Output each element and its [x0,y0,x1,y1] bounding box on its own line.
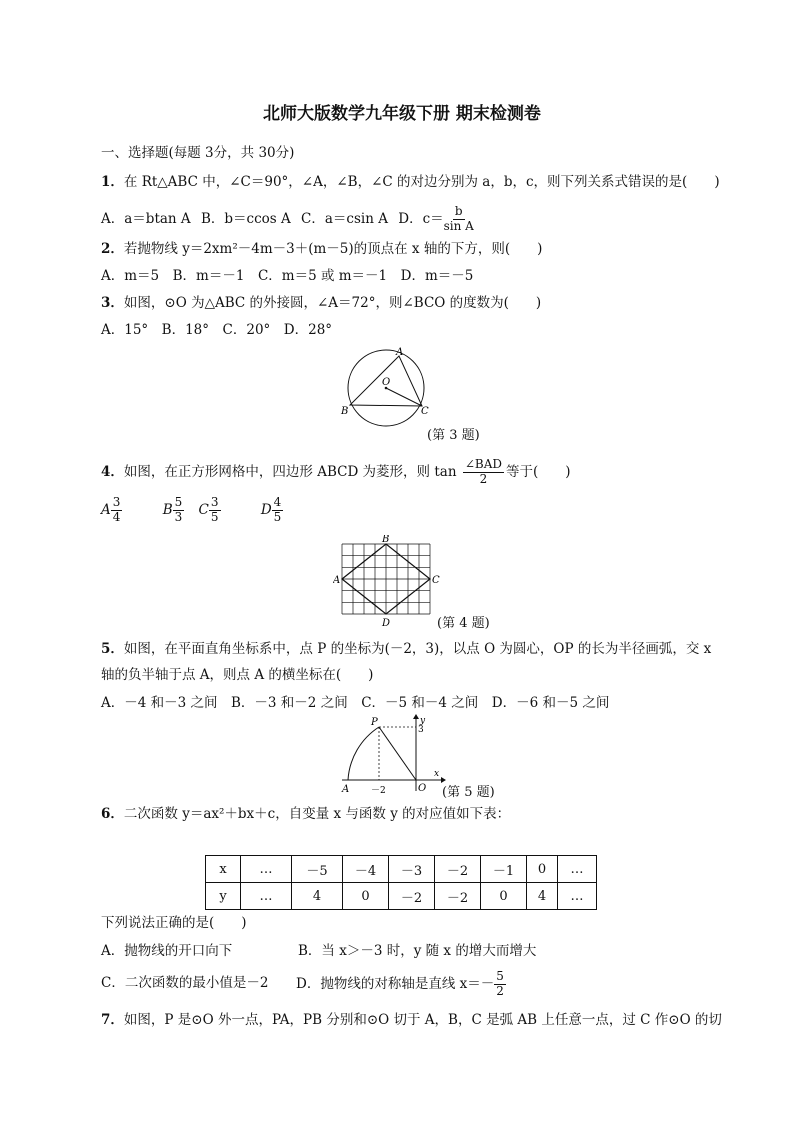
fraction [173,496,185,525]
label-c: C [432,575,440,586]
option-letter: A [101,501,111,518]
table-cell: －5 [292,856,343,883]
option-b: B．b＝ccos A [200,210,291,227]
fraction-denominator: 2 [496,983,504,998]
label-x: x [434,769,440,779]
question-6 [101,808,510,822]
question-2 [101,243,542,257]
label-a: A [333,575,341,586]
label-o: O [418,783,427,794]
label-minus-two: －2 [371,786,386,796]
page-title: 北师大版数学九年级下册 期末检测卷 [263,104,541,124]
option-d [260,495,283,524]
table-row-y [206,883,597,910]
table-cell: … [558,883,597,910]
fraction-denominator: 5 [273,509,282,524]
option-a: A．抛物线的开口向下 [101,943,233,959]
label-o: O [382,377,391,388]
table-cell: x [206,856,241,883]
table-cell: … [241,856,292,883]
option-b [162,495,185,524]
question-5 [101,643,711,657]
fraction [463,458,504,487]
option-c: C．二次函数的最小值是－2 [101,975,269,991]
option-letter: C [198,501,209,518]
fraction-denominator: sin A [443,218,474,233]
label-c: C [421,406,429,417]
table-row-x [206,856,597,883]
question-text: 二次函数 y＝ax²＋bx＋c，自变量 x 与函数 y 的对应值如下表： [123,806,511,822]
question-number: 4． [101,463,124,480]
fraction-denominator: 4 [112,509,121,524]
option-c: C．a＝csin A [301,210,388,227]
question-number: 3． [101,295,124,311]
question-text: 在 Rt△ABC 中，∠C＝90°，∠A，∠B，∠C 的对边分别为 a，b，c，则下列关系式错误的是( ) [123,174,720,190]
fraction [444,205,474,234]
option-a: A．a＝btan A [101,210,191,227]
question-1 [101,176,720,190]
question-number: 7． [101,1012,124,1028]
table-cell: 0 [481,883,527,910]
question-number: 6． [101,806,124,822]
table-cell: y [206,883,241,910]
table-cell: 4 [292,883,343,910]
table-cell: －1 [481,856,527,883]
table-cell: 0 [527,856,558,883]
question-7 [101,1014,722,1028]
fraction-denominator: 3 [174,509,183,524]
grid-lines [342,544,430,614]
table-cell: －4 [343,856,389,883]
question-text: 如图，⊙O 为△ABC 的外接圆，∠A＝72°，则∠BCO 的度数为( ) [123,295,542,311]
option-d-prefix: D．c＝ [398,210,444,227]
table-cell: 0 [343,883,389,910]
question-2-options: A．m＝5 B．m＝－1 C．m＝5 或 m＝－1 D．m＝－5 [101,268,474,284]
label-a: A [342,784,350,795]
value-table [205,855,597,910]
table-cell: －2 [435,856,481,883]
label-d: D [382,618,391,629]
fraction [272,496,284,525]
question-text: 若抛物线 y＝2xm²－4m－3＋(m－5)的顶点在 x 轴的下方，则( ) [123,241,543,257]
question-text: 如图，P 是⊙O 外一点，PA，PB 分别和⊙O 切于 A，B，C 是弧 AB 上任意一点，过 C 作⊙O 的切 [123,1012,722,1028]
option-c [198,495,221,524]
fraction [111,496,123,525]
question-text-after: 等于( ) [506,463,571,480]
table-cell: －2 [389,883,435,910]
question-number: 5． [101,641,124,657]
fraction-numerator: 5 [174,495,183,509]
fraction [494,970,506,999]
table-cell: －2 [435,883,481,910]
option-letter: B [162,501,173,518]
question-number: 2． [101,241,124,257]
option-d-prefix: D．抛物线的对称轴是直线 x＝－ [296,975,495,992]
label-b: B [382,535,390,545]
figure-4-grid [333,535,443,629]
fraction [209,496,221,525]
question-6-prompt: 下列说法正确的是( ) [101,915,247,931]
fraction-numerator: 3 [210,495,219,509]
option-d [398,204,474,233]
fraction-numerator: ∠BAD [464,457,502,471]
label-p: P [371,717,378,728]
question-5-line-2: 轴的负半轴于点 A，则点 A 的横坐标在( ) [101,667,374,683]
question-number: 1． [101,174,124,190]
question-4-options [101,496,283,525]
question-3 [101,297,541,311]
figure-5-coordinate [338,713,448,797]
figure-3-caption: (第 3 题) [427,428,480,443]
question-3-options: A．15° B．18° C．20° D．28° [101,322,333,338]
table-cell: －3 [389,856,435,883]
question-text: 如图，在正方形网格中，四边形 ABCD 为菱形，则 tan [123,463,457,480]
fraction-numerator: b [454,204,463,218]
figure-4-caption: (第 4 题) [437,616,490,631]
question-1-options [101,205,474,234]
label-y: y [420,716,426,726]
option-d [296,970,506,999]
section-heading: 一、选择题(每题 3分，共 30分) [101,145,295,161]
figure-5-caption: (第 5 题) [442,785,495,800]
table-cell: 4 [527,883,558,910]
table-cell: … [558,856,597,883]
question-4 [101,458,571,487]
option-a [101,495,122,524]
figure-3-circle [338,346,438,438]
fraction-numerator: 3 [112,495,121,509]
option-letter: D [260,501,272,518]
question-5-options: A．－4 和－3 之间 B．－3 和－2 之间 C．－5 和－4 之间 D．－6 和－5 之间 [101,695,610,711]
fraction-numerator: 5 [496,969,504,983]
fraction-denominator: 2 [479,471,488,486]
label-three: 3 [418,725,424,735]
question-text: 如图，在平面直角坐标系中，点 P 的坐标为(－2，3)，以点 O 为圆心，OP 的长为半径画弧，交 x [123,641,712,657]
table-cell: … [241,883,292,910]
label-b: B [341,406,349,417]
option-b: B．当 x＞－3 时，y 随 x 的增大而增大 [298,943,537,959]
fraction-numerator: 4 [273,495,282,509]
label-a: A [396,347,404,358]
fraction-denominator: 5 [210,509,219,524]
